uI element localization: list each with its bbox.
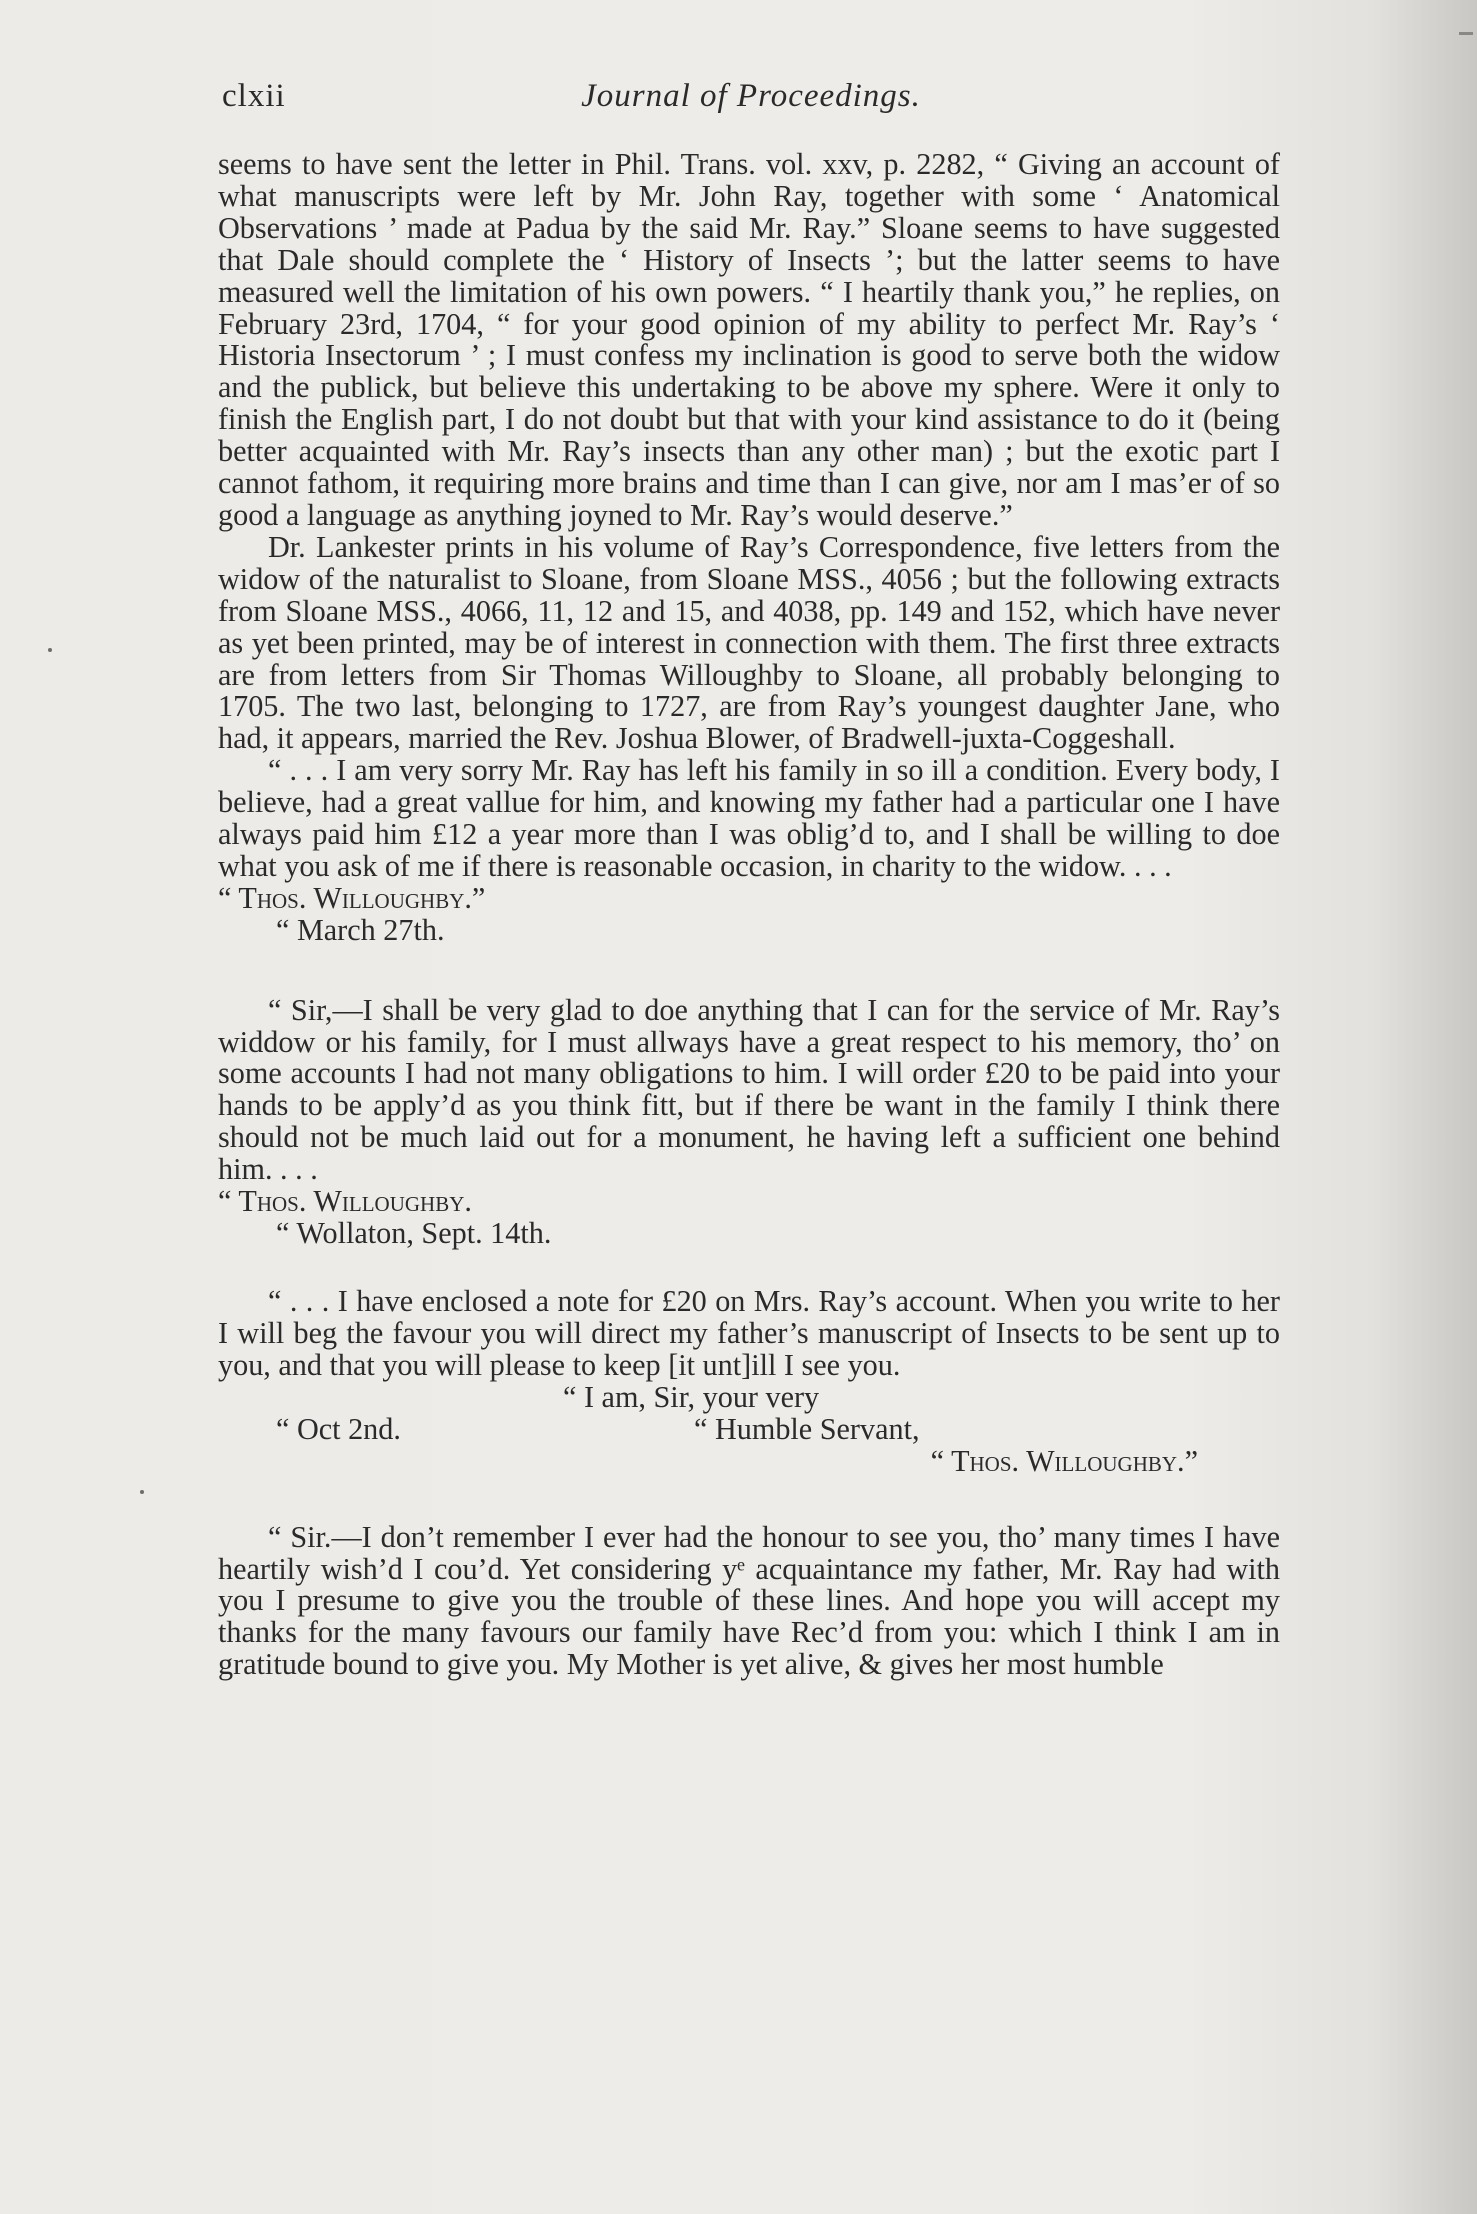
- margin-speck: [140, 1490, 144, 1494]
- closing-line: “ I am, Sir, your very: [563, 1379, 820, 1414]
- letter-paragraph: “ . . . I have enclosed a note for £20 on Mrs. Ray’s account. When you write to her I will beg the favour you will direct my father’s manuscript of Insects to be sent up to you, and that you will please to keep [it unt]ill I see you.: [218, 1283, 1280, 1382]
- paragraph: Dr. Lankester prints in his volume of Ray’s Correspondence, five letters from the widow of the naturalist to Sloane, from Sloane MSS., 4056 ; but the following extracts from Sloane MSS., 4066, 11, 12 and 15, and 4038, pp. 149 and 152, which have never as yet been printed, may be of interest in connection with them. The first three extracts are from letters from Sir Thomas Willoughby to Sloane, all probably belonging to 1705. The two last, belonging to 1727, are from Ray’s youngest daughter Jane, who had, it appears, married the Rev. Joshua Blower, of Bradwell-juxta-Coggeshall.: [218, 529, 1280, 756]
- letter-paragraph: “ Sir.—I don’t remember I ever had the honour to see you, tho’ many times I have heartily wish’d I cou’d. Yet considering yᵉ acquaintance my father, Mr. Ray had with you I presume to give you the trouble of these lines. And hope you will accept my thanks for the many favours our family have Rec’d from you: which I think I am in gratitude bound to give you. My Mother is yet alive, & gives her most humble: [218, 1519, 1280, 1682]
- letter-date: “ March 27th.: [276, 912, 445, 947]
- letter-date: “ Wollaton, Sept. 14th.: [276, 1216, 552, 1250]
- closing-line: “ Humble Servant,: [694, 1411, 920, 1446]
- letter-closing: [218, 1379, 1280, 1478]
- signature: “ Thos. Willoughby.”: [930, 1443, 1198, 1478]
- page-number: clxii: [222, 78, 286, 114]
- letter-paragraph: “ . . . I am very sorry Mr. Ray has left his family in so ill a condition. Every body, I believe, had a great vallue for him, and knowing my father had a particular one I have always paid him £12 a year more than I was oblig’d to, and I shall be willing to doe what you ask of me if there is reasonable occasion, in charity to the widow. . . .: [218, 753, 1280, 883]
- page-header: [222, 78, 1280, 128]
- body-text: [218, 149, 1280, 1681]
- running-title: Journal of Proceedings.: [581, 78, 921, 114]
- signature: “ Thos. Willoughby.”: [218, 880, 486, 915]
- letter-paragraph: “ Sir,—I shall be very glad to doe anything that I can for the service of Mr. Ray’s widdow or his family, for I must allways have a great respect to his memory, tho’ on some accounts I had not many obligations to him. I will order £20 to be paid into your hands to be apply’d as you think fitt, but if there be want in the family I think there should not be much laid out for a monument, he having left a sufficient one behind him. . . .: [218, 992, 1280, 1187]
- signature: “ Thos. Willoughby.: [218, 1184, 472, 1219]
- edge-mark: [1459, 32, 1473, 35]
- letter-date: “ Oct 2nd.: [276, 1411, 401, 1446]
- paragraph: seems to have sent the letter in Phil. Trans. vol. xxv, p. 2282, “ Giving an account of what manuscripts were left by Mr. John Ray, together with some ‘ Anatomical Observations ’ made at Padua by the said Mr. Ray.” Sloane seems to have suggested that Dale should complete the ‘ History of Insects ’; but the latter seems to have measured well the limitation of his own powers. “ I heartily thank you,” he replies, on February 23rd, 1704, “ for your good opinion of my ability to perfect Mr. Ray’s ‘ Historia Insectorum ’ ; I must confess my inclination is good to serve both the widow and the publick, but believe this undertaking to be above my sphere. Were it only to finish the English part, I do not doubt but that with your kind assistance to do it (being better acquainted with Mr. Ray’s insects than any other man) ; but the exotic part I cannot fathom, it requiring more brains and time than I can give, nor am I mas’er of so good a language as anything joyned to Mr. Ray’s would deserve.”: [218, 147, 1280, 532]
- margin-speck: [48, 648, 52, 652]
